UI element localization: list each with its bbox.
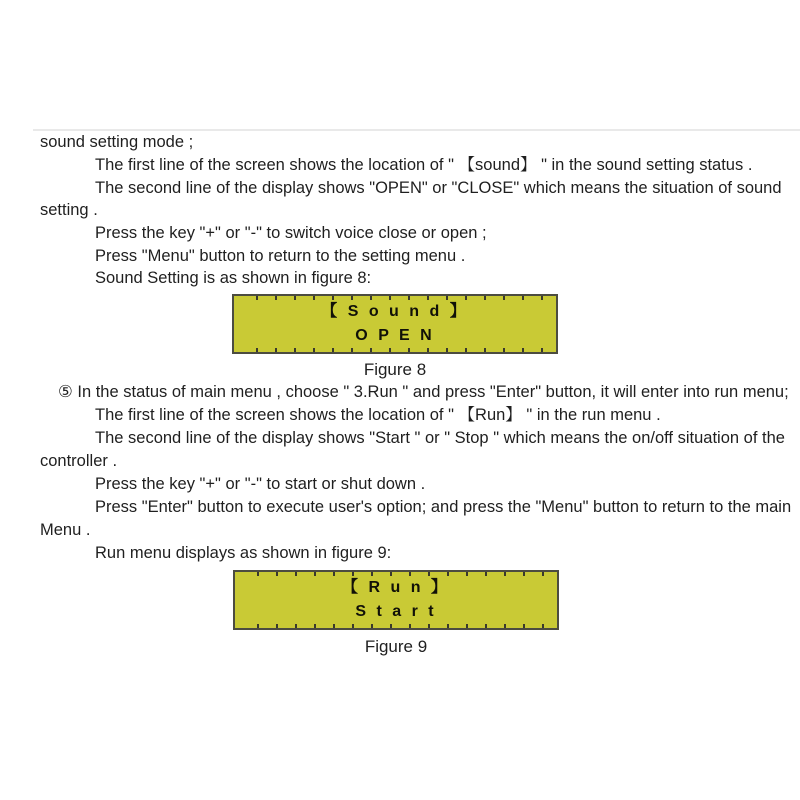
text-line: ⑤ In the status of main menu , choose " 3.Run " and press "Enter" button, it will enter into run menu; [58,383,789,401]
figure-8-lcd-display [232,294,558,354]
text-line: Sound Setting is as shown in figure 8: [95,269,372,287]
text-line: Run menu displays as shown in figure 9: [95,544,392,562]
figure-8-caption: Figure 8 [363,360,427,379]
lcd-tick-marks [240,624,552,628]
text-line: The first line of the screen shows the location of " 【Run】 " in the run menu . [95,406,661,424]
lcd-line-1: 【 R u n 】 [342,578,450,596]
lcd-tick-marks [240,572,552,576]
text-line: setting . [40,201,98,219]
lcd-tick-marks [239,348,551,352]
text-line: Press the key "+" or "-" to switch voice close or open ; [95,224,487,242]
page-top-rule [33,129,800,131]
text-line: Press the key "+" or "-" to start or shut down . [95,475,426,493]
lcd-tick-marks [239,296,551,300]
lcd-line-2: O P E N [355,327,435,345]
text-line: Press "Enter" button to execute user's option; and press the "Menu" button to return to the main [95,498,792,516]
text-line: controller . [40,452,118,470]
lcd-line-1: 【 S o u n d 】 [321,302,469,320]
figure-9-lcd-display [233,570,559,630]
text-line: The second line of the display shows "Start " or " Stop " which means the on/off situation of the [95,429,785,447]
text-line: The second line of the display shows "OPEN" or "CLOSE" which means the situation of sound [95,179,782,197]
lcd-line-2: S t a r t [355,603,437,621]
text-line: Press "Menu" button to return to the setting menu . [95,247,466,265]
text-line: Menu . [40,521,91,539]
text-line: The first line of the screen shows the location of " 【sound】 " in the sound setting status . [95,156,753,174]
text-line: sound setting mode ; [40,133,194,151]
figure-9-caption: Figure 9 [364,637,428,656]
